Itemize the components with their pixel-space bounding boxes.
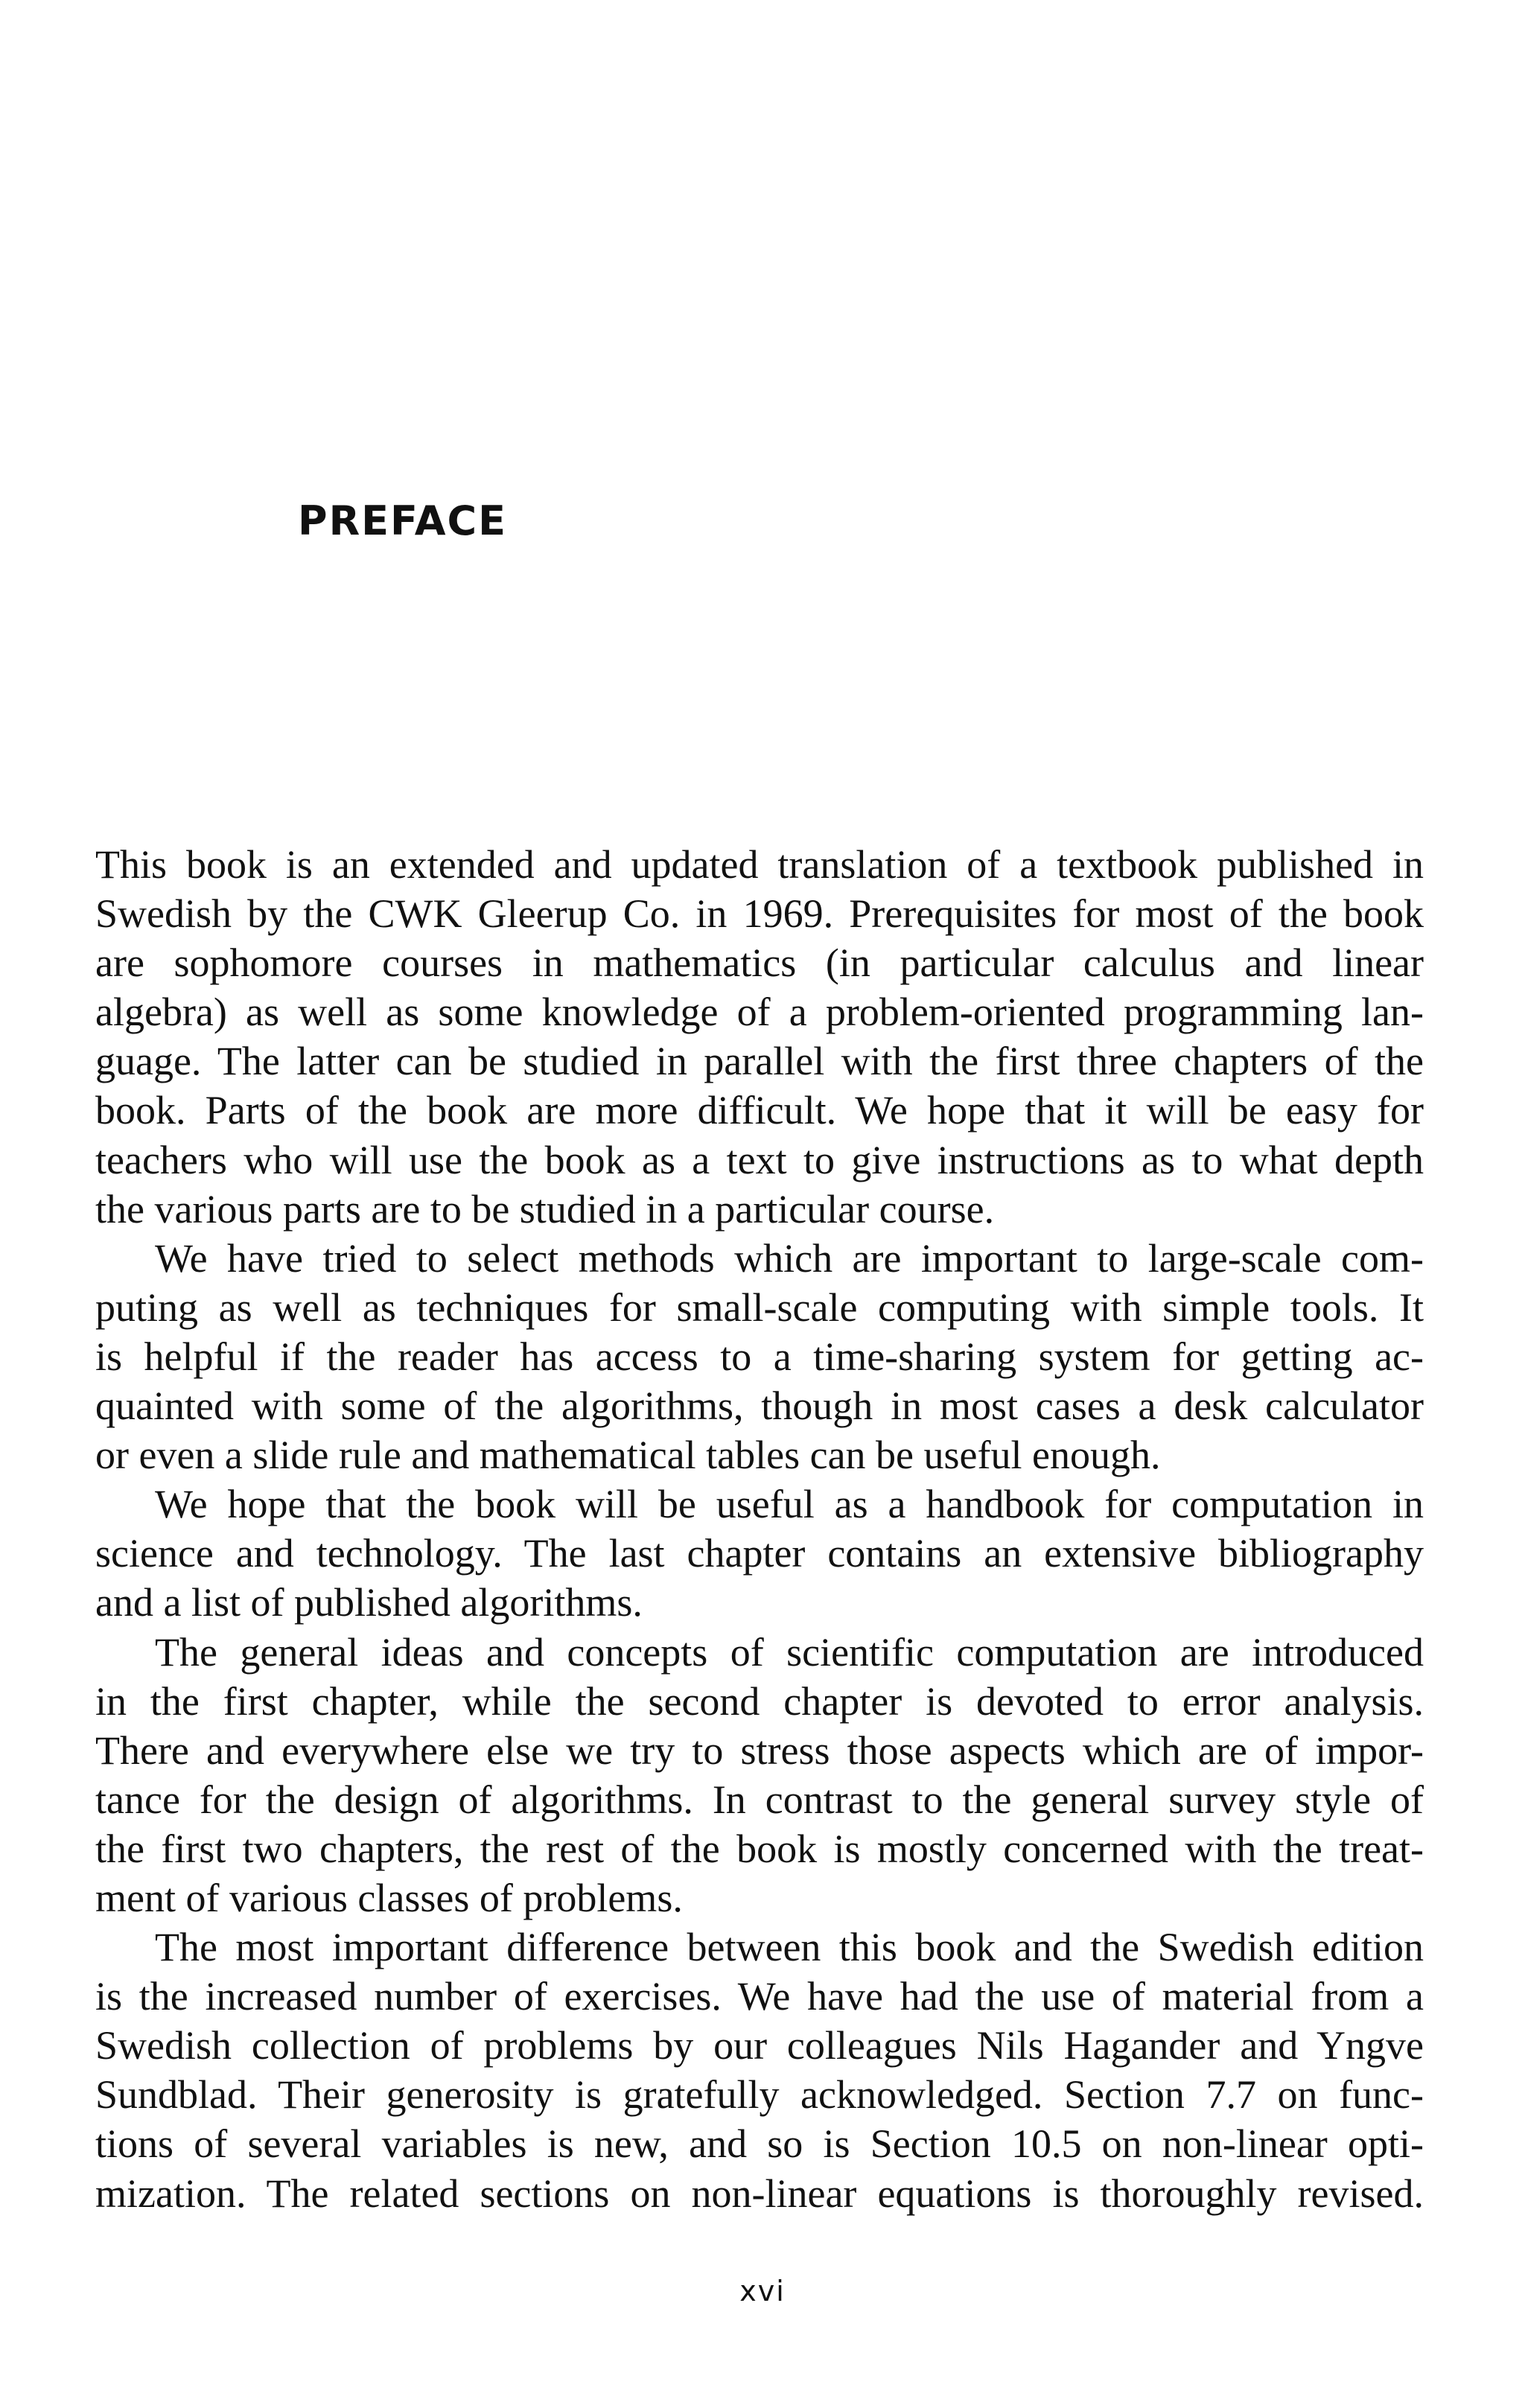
text-line: Sundblad. Their generosity is gratefully acknowledged. Section 7.7 on func- (95, 2072, 1424, 2118)
text-line: book. Parts of the book are more difficult. We hope that it will be easy for (95, 1088, 1424, 1133)
text-line: tance for the design of algorithms. In contrast to the general survey style of (95, 1777, 1424, 1822)
text-line: puting as well as techniques for small-scale computing with simple tools. It (95, 1284, 1424, 1330)
text-line: tions of several variables is new, and so is Section 10.5 on non-linear opti- (95, 2121, 1424, 2167)
text-line: We hope that the book will be useful as a handbook for computation in (155, 1482, 1424, 1527)
text-line: mization. The related sections on non-linear equations is thoroughly revised. (95, 2170, 1424, 2216)
paragraph (95, 1628, 1424, 1923)
text-line: The general ideas and concepts of scientific computation are introduced (155, 1629, 1424, 1675)
text-line: The most important difference between this book and the Swedish edition (155, 1925, 1424, 1970)
preface-body (95, 840, 1424, 2218)
text-line: guage. The latter can be studied in parallel with the first three chapters of the (95, 1039, 1424, 1084)
text-line: the various parts are to be studied in a particular course. (95, 1186, 995, 1232)
text-line: This book is an extended and updated translation of a textbook published in (95, 842, 1424, 887)
text-line: or even a slide rule and mathematical tables can be useful enough. (95, 1433, 1161, 1478)
paragraph (95, 1923, 1424, 2218)
text-line: quainted with some of the algorithms, though in most cases a desk calculator (95, 1383, 1424, 1429)
text-line: science and technology. The last chapter contains an extensive bibliography (95, 1531, 1424, 1576)
text-line: is the increased number of exercises. We have had the use of material from a (95, 1974, 1424, 2019)
text-line: ment of various classes of problems. (95, 1875, 683, 1920)
text-line: We have tried to select methods which are important to large-scale com- (155, 1235, 1424, 1281)
paragraph (95, 840, 1424, 1234)
text-line: are sophomore courses in mathematics (in particular calculus and linear (95, 940, 1424, 986)
paragraph (95, 1234, 1424, 1479)
text-line: Swedish collection of problems by our colleagues Nils Hagander and Yngve (95, 2023, 1424, 2068)
text-line: the first two chapters, the rest of the book is mostly concerned with the treat- (95, 1826, 1424, 1871)
text-line: and a list of published algorithms. (95, 1580, 643, 1625)
text-line: algebra) as well as some knowledge of a problem-oriented programming lan- (95, 990, 1424, 1035)
paragraph (95, 1479, 1424, 1627)
text-line: Swedish by the CWK Gleerup Co. in 1969. Prerequisites for most of the book (95, 891, 1424, 937)
page-title: PREFACE (298, 497, 508, 544)
page-number: xvi (739, 2275, 786, 2307)
text-line: There and everywhere else we try to stress those aspects which are of impor- (95, 1727, 1424, 1773)
text-line: teachers who will use the book as a text to give instructions as to what depth (95, 1137, 1424, 1182)
text-line: in the first chapter, while the second chapter is devoted to error analysis. (95, 1678, 1424, 1724)
text-line: is helpful if the reader has access to a time-sharing system for getting ac- (95, 1334, 1424, 1379)
